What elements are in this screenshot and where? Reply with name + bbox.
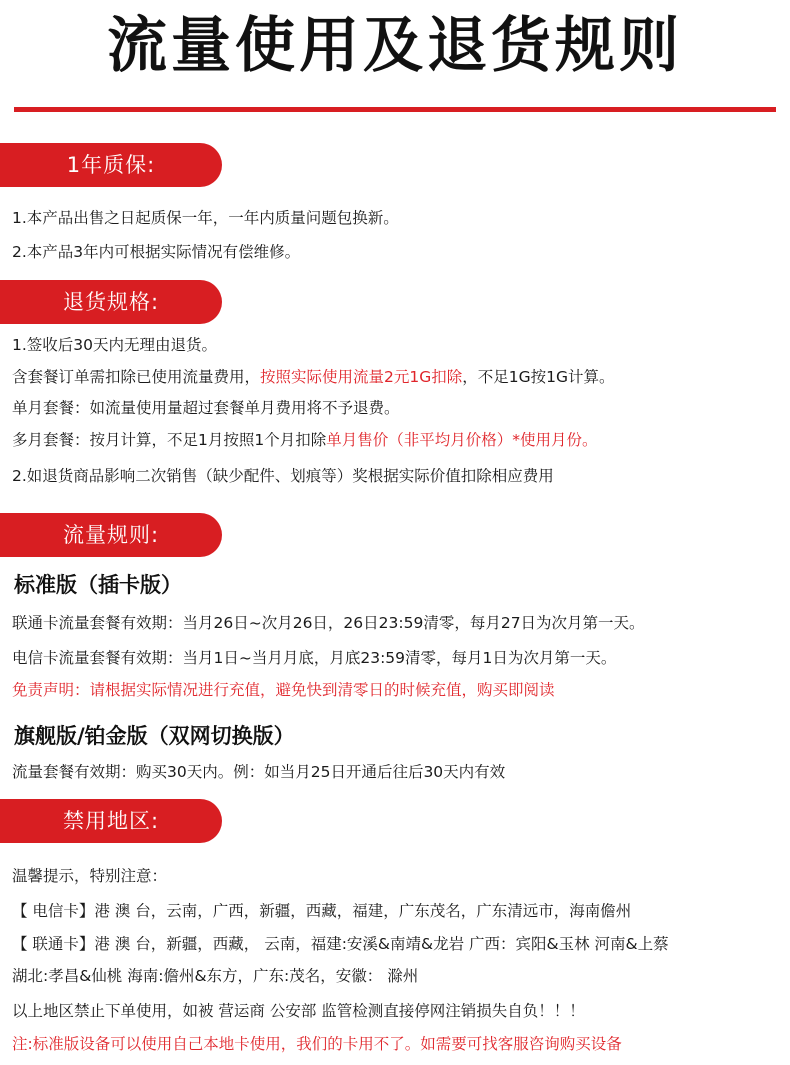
returns-line-4-text: 多月套餐：按月计算，不足1月按照1个月扣除 bbox=[12, 431, 327, 449]
warranty-line-2: 2.本产品3年内可根据实际情况有偿维修。 bbox=[12, 243, 301, 261]
restricted-warning: 以上地区禁止下单使用，如被 营运商 公安部 监管检测直接停网注销损失自负！！！ bbox=[12, 1002, 585, 1020]
returns-line-1: 1.签收后30天内无理由退货。 bbox=[12, 336, 218, 354]
telecom-validity: 电信卡流量套餐有效期：当月1日~当月月底，月底23:59清零，每月1日为次月第一天。 bbox=[12, 649, 617, 667]
disclaimer: 免责声明：请根据实际情况进行充值，避免快到清零日的时候充值，购买即阅读 bbox=[12, 681, 555, 699]
returns-line-3: 单月套餐：如流量使用量超过套餐单月费用将不予退费。 bbox=[12, 399, 400, 417]
section-tab-restricted: 禁用地区: bbox=[0, 799, 222, 843]
restricted-unicom: 【 联通卡】港 澳 台，新疆，西藏， 云南，福建:安溪&南靖&龙岩 广西：宾阳&玉林 河南&上蔡 bbox=[12, 935, 669, 953]
flagship-validity: 流量套餐有效期：购买30天内。例：如当月25日开通后往后30天内有效 bbox=[12, 763, 506, 781]
returns-line-5: 2.如退货商品影响二次销售（缺少配件、划痕等）奖根据实际价值扣除相应费用 bbox=[12, 467, 554, 485]
returns-line-2-highlight: 按照实际使用流量2元1G扣除 bbox=[260, 368, 463, 386]
flagship-version-heading: 旗舰版/铂金版（双网切换版） bbox=[14, 724, 295, 748]
warranty-line-1: 1.本产品出售之日起质保一年，一年内质量问题包换新。 bbox=[12, 209, 399, 227]
page-title: 流量使用及退货规则 bbox=[107, 11, 683, 81]
returns-line-4 bbox=[12, 429, 598, 451]
section-tab-returns: 退货规格: bbox=[0, 280, 222, 324]
title-divider bbox=[14, 107, 776, 112]
returns-line-2-text: 含套餐订单需扣除已使用流量费用， bbox=[12, 368, 261, 386]
section-tab-warranty: 1年质保: bbox=[0, 143, 222, 187]
returns-line-2 bbox=[12, 366, 615, 388]
restricted-telecom: 【 电信卡】港 澳 台，云南，广西，新疆，西藏，福建，广东茂名，广东清远市，海南儋州 bbox=[12, 902, 632, 920]
restricted-line-4: 湖北:孝昌&仙桃 海南:儋州&东方，广东:茂名，安徽： 滁州 bbox=[12, 967, 419, 985]
standard-version-heading: 标准版（插卡版） bbox=[14, 573, 182, 597]
restricted-line-1: 温馨提示，特别注意： bbox=[12, 867, 168, 885]
returns-line-2-tail: ，不足1G按1G计算。 bbox=[462, 368, 615, 386]
unicom-validity: 联通卡流量套餐有效期：当月26日~次月26日，26日23:59清零，每月27日为次月第一天。 bbox=[12, 614, 645, 632]
returns-line-4-highlight: 单月售价（非平均月价格）*使用月份。 bbox=[326, 431, 598, 449]
section-tab-traffic: 流量规则: bbox=[0, 513, 222, 557]
restricted-note: 注:标准版设备可以使用自己本地卡使用，我们的卡用不了。如需要可找客服咨询购买设备 bbox=[12, 1035, 622, 1053]
